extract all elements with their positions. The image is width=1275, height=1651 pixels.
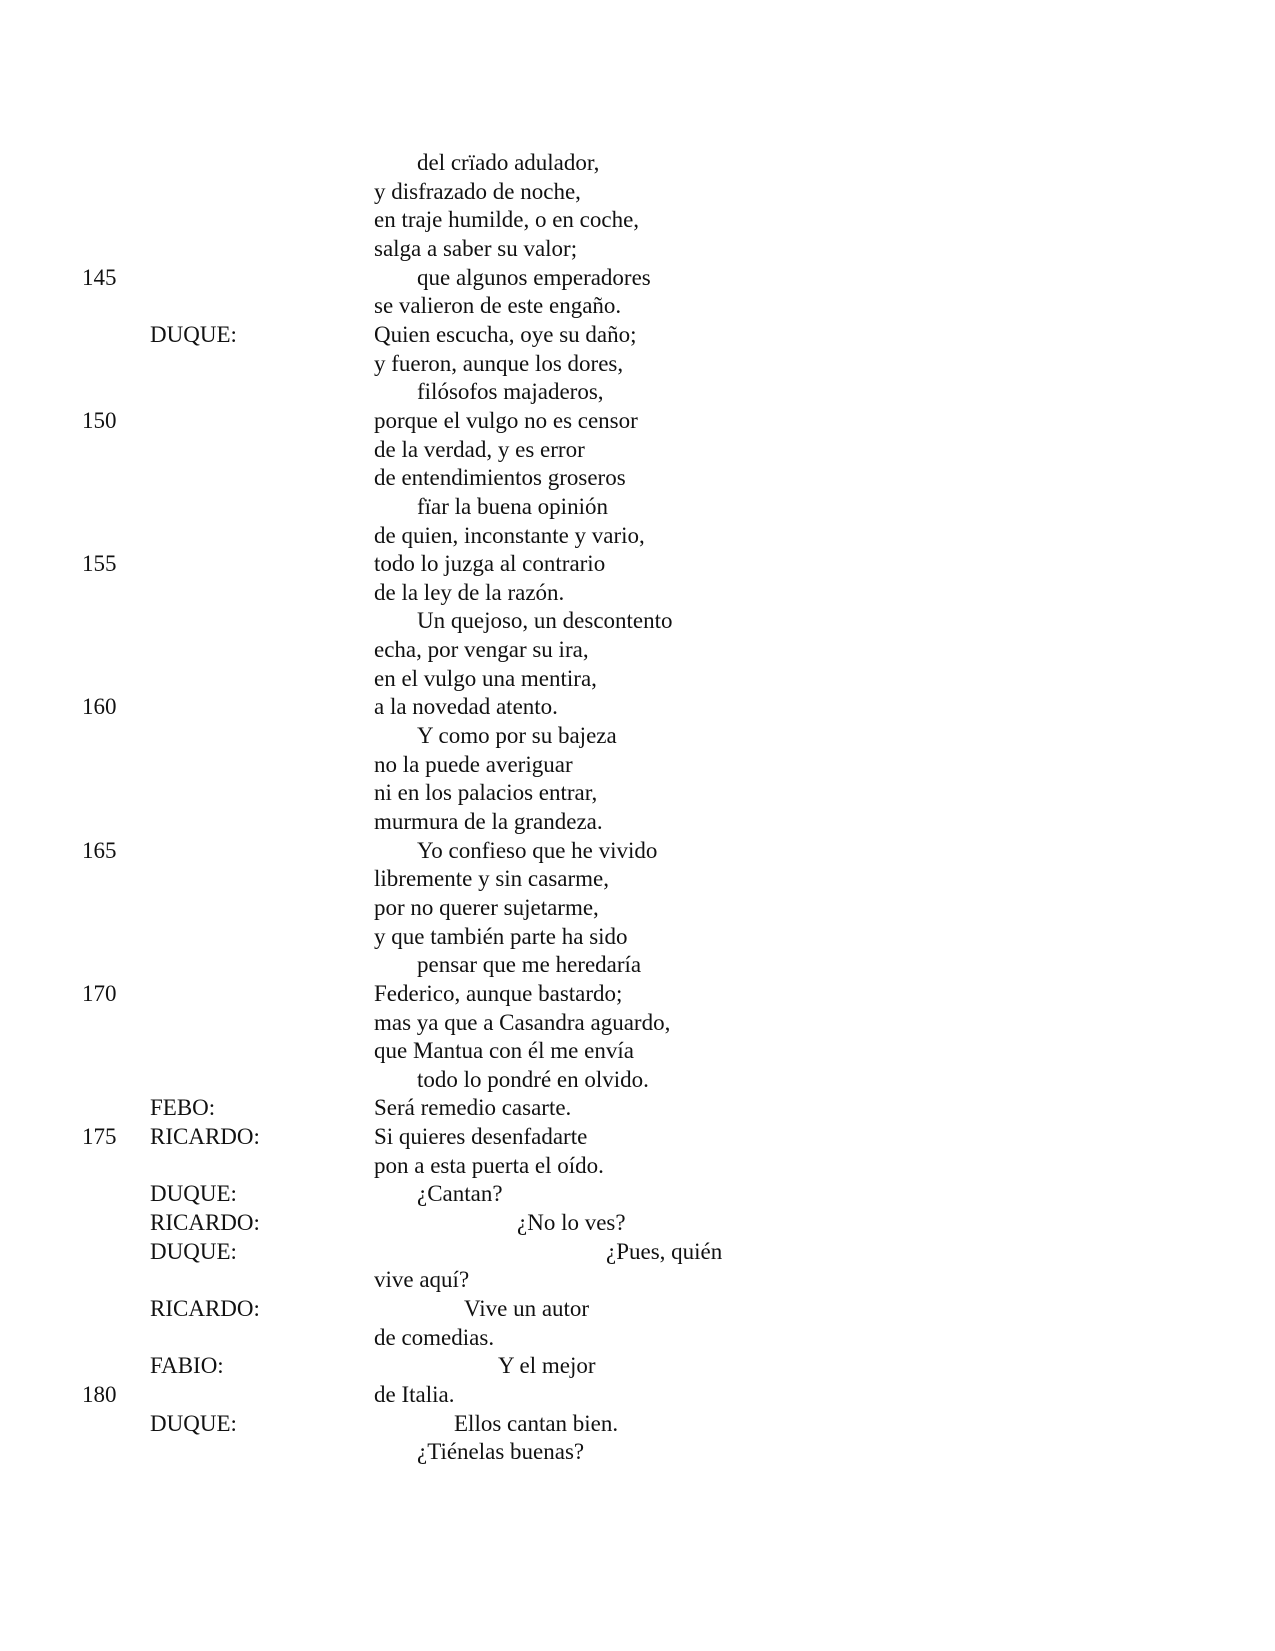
verse-line xyxy=(0,635,1275,664)
line-number: 165 xyxy=(82,837,117,863)
verse-line xyxy=(0,922,1275,951)
verse-line xyxy=(0,1437,1275,1466)
verse-text: de comedias. xyxy=(374,1324,495,1350)
verse-text: ¿Cantan? xyxy=(417,1181,503,1207)
verse-text: Será remedio casarte. xyxy=(374,1095,572,1121)
verse-line xyxy=(0,606,1275,635)
verse-line xyxy=(0,291,1275,320)
verse-text: Federico, aunque bastardo; xyxy=(374,980,623,1006)
verse-text: no la puede averiguar xyxy=(374,751,573,777)
verse-text: Ellos cantan bien. xyxy=(454,1410,619,1436)
verse-line xyxy=(0,1065,1275,1094)
verse-line xyxy=(0,1179,1275,1208)
speaker-name: RICARDO: xyxy=(150,1124,260,1150)
verse-text: ¿Pues, quién xyxy=(606,1238,723,1264)
verse-text: Vive un autor xyxy=(464,1296,590,1321)
speaker-name: DUQUE: xyxy=(150,321,237,347)
verse-line xyxy=(0,1237,1275,1266)
verse-line xyxy=(0,692,1275,721)
verse-text: por no querer sujetarme, xyxy=(374,894,599,920)
verse-text: y disfrazado de noche, xyxy=(374,178,581,204)
verse-line xyxy=(0,406,1275,435)
verse-line xyxy=(0,1380,1275,1409)
line-number: 145 xyxy=(82,264,117,290)
verse-line xyxy=(0,463,1275,492)
speaker-name: FABIO: xyxy=(150,1353,224,1379)
verse-line xyxy=(0,778,1275,807)
verse-text: echa, por vengar su ira, xyxy=(374,637,589,662)
verse-line xyxy=(0,177,1275,206)
verse-text: y que también parte ha sido xyxy=(374,923,628,949)
verse-line xyxy=(0,750,1275,779)
verse-line xyxy=(0,950,1275,979)
verse-text: de Italia. xyxy=(374,1382,455,1407)
speaker-name: RICARDO: xyxy=(150,1296,260,1321)
verse-line xyxy=(0,263,1275,292)
verse-line xyxy=(0,1323,1275,1352)
verse-text: de la ley de la razón. xyxy=(374,579,565,605)
verse-line xyxy=(0,836,1275,865)
verse-text: que Mantua con él me envía xyxy=(374,1038,634,1064)
verse-text: de entendimientos groseros xyxy=(374,465,626,491)
line-number: 170 xyxy=(82,980,117,1006)
verse-line xyxy=(0,1122,1275,1151)
verse-line xyxy=(0,1036,1275,1065)
verse-text: filósofos majaderos, xyxy=(417,379,604,405)
verse-line xyxy=(0,721,1275,750)
line-number: 160 xyxy=(82,694,117,720)
speaker-name: DUQUE: xyxy=(150,1238,237,1264)
verse-text: Yo confieso que he vivido xyxy=(417,837,658,863)
verse-text: fïar la buena opinión xyxy=(417,493,608,519)
verse-text: que algunos emperadores xyxy=(417,264,651,290)
verse-text: ¿No lo ves? xyxy=(517,1210,626,1235)
verse-line xyxy=(0,1351,1275,1380)
verse-text: ni en los palacios entrar, xyxy=(374,780,598,806)
verse-text: vive aquí? xyxy=(374,1267,470,1293)
verse-text: salga a saber su valor; xyxy=(374,235,578,261)
verse-line xyxy=(0,864,1275,893)
verse-text: se valieron de este engaño. xyxy=(374,293,622,319)
verse-text: en el vulgo una mentira, xyxy=(374,665,597,691)
line-number: 180 xyxy=(82,1382,117,1407)
line-number: 175 xyxy=(82,1124,117,1150)
verse-text: todo lo pondré en olvido. xyxy=(417,1066,649,1092)
verse-line xyxy=(0,521,1275,550)
verse-line xyxy=(0,1265,1275,1294)
verse-line xyxy=(0,807,1275,836)
verse-line xyxy=(0,1008,1275,1037)
verse-text: porque el vulgo no es censor xyxy=(374,407,638,433)
verse-text: de quien, inconstante y vario, xyxy=(374,522,645,548)
verse-line xyxy=(0,349,1275,378)
verse-line xyxy=(0,1294,1275,1323)
verse-line xyxy=(0,549,1275,578)
verse-line xyxy=(0,234,1275,263)
verse-line xyxy=(0,578,1275,607)
speaker-name: DUQUE: xyxy=(150,1181,237,1207)
verse-text: pon a esta puerta el oído. xyxy=(374,1152,604,1178)
speaker-name: RICARDO: xyxy=(150,1210,260,1235)
verse-text: y fueron, aunque los dores, xyxy=(374,350,624,376)
verse-line xyxy=(0,320,1275,349)
verse-text: pensar que me heredaría xyxy=(417,952,642,978)
verse-line xyxy=(0,979,1275,1008)
verse-line xyxy=(0,492,1275,521)
line-number: 150 xyxy=(82,407,117,433)
verse-line xyxy=(0,205,1275,234)
verse-text: a la novedad atento. xyxy=(374,694,558,720)
verse-line xyxy=(0,1151,1275,1180)
verse-text: Y el mejor xyxy=(498,1353,596,1379)
speaker-name: FEBO: xyxy=(150,1095,216,1121)
verse-line xyxy=(0,377,1275,406)
verse-text: libremente y sin casarme, xyxy=(374,866,610,892)
verse-line xyxy=(0,148,1275,177)
verse-text: mas ya que a Casandra aguardo, xyxy=(374,1009,671,1035)
verse-line xyxy=(0,1093,1275,1122)
verse-text: Un quejoso, un descontento xyxy=(417,608,673,634)
verse-text: ¿Tiénelas buenas? xyxy=(417,1439,585,1465)
verse-text: del crïado adulador, xyxy=(417,150,600,175)
verse-line xyxy=(0,435,1275,464)
verse-line xyxy=(0,1409,1275,1438)
verse-text: de la verdad, y es error xyxy=(374,436,585,462)
verse-line xyxy=(0,1208,1275,1237)
verse-text: en traje humilde, o en coche, xyxy=(374,207,640,233)
verse-text: Si quieres desenfadarte xyxy=(374,1124,588,1150)
verse-text: Quien escucha, oye su daño; xyxy=(374,321,637,347)
verse-text: murmura de la grandeza. xyxy=(374,808,603,834)
verse-line xyxy=(0,664,1275,693)
verse-line xyxy=(0,893,1275,922)
speaker-name: DUQUE: xyxy=(150,1410,237,1436)
verse-text: todo lo juzga al contrario xyxy=(374,551,606,577)
line-number: 155 xyxy=(82,551,117,577)
verse-text: Y como por su bajeza xyxy=(417,723,617,748)
